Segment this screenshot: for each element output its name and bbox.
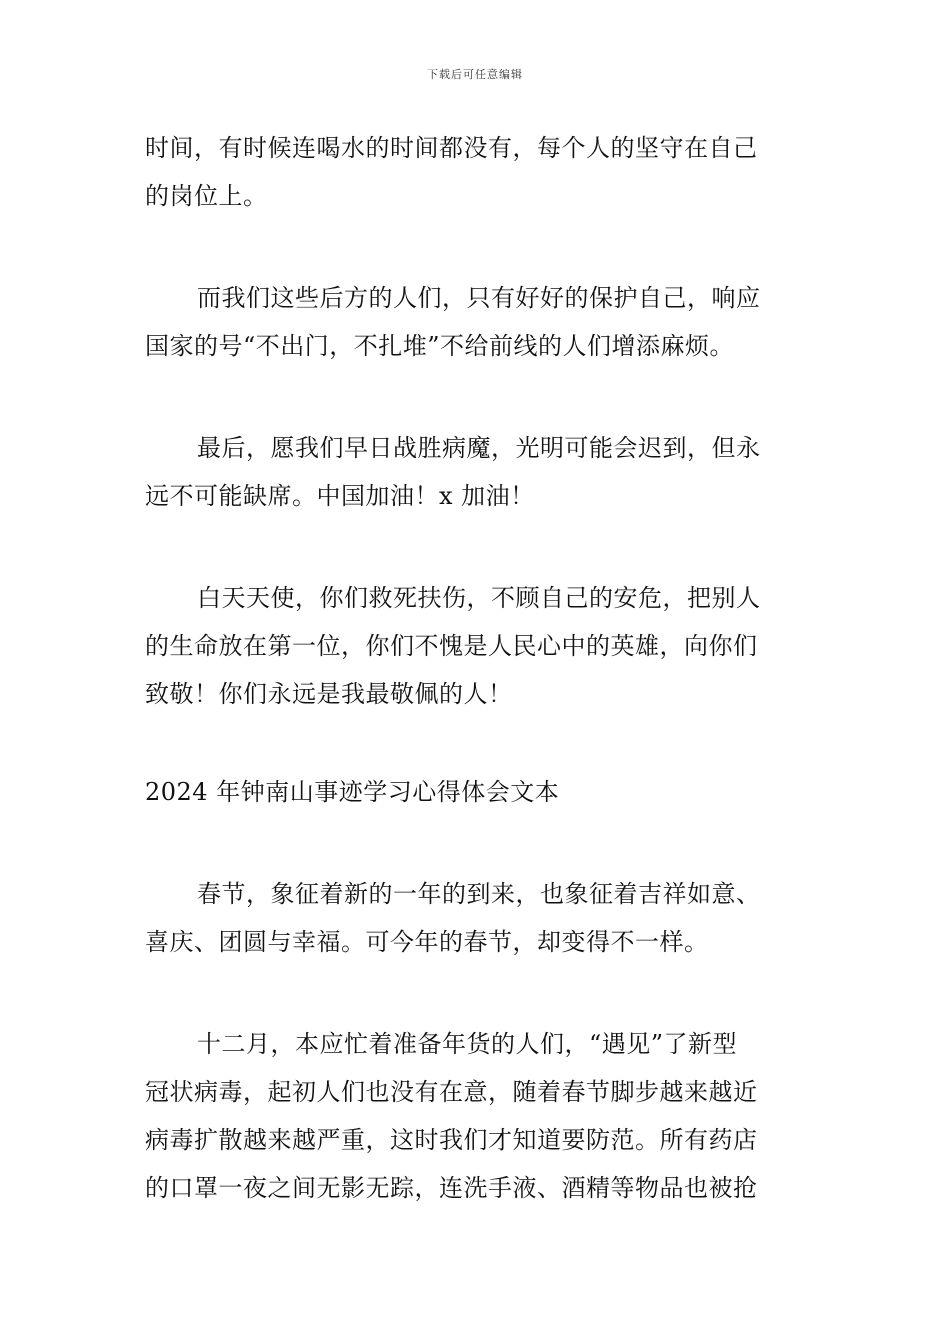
paragraph-line: 病毒扩散越来越严重，这时我们才知道要防范。所有药店 xyxy=(145,1126,758,1154)
paragraph-line: 最后，愿我们早日战胜病魔，光明可能会迟到，但永 xyxy=(197,434,761,462)
paragraph-line: 远不可能缺席。中国加油！x 加油！ xyxy=(145,482,535,510)
paragraph-line: 十二月，本应忙着准备年货的人们，“遇见”了新型 xyxy=(197,1030,738,1058)
page-header: 下载后可任意编辑 xyxy=(427,68,523,81)
paragraph-line: 而我们这些后方的人们，只有好好的保护自己，响应 xyxy=(197,284,761,312)
paragraph-line: 的生命放在第一位，你们不愧是人民心中的英雄，向你们 xyxy=(145,632,758,660)
paragraph-line: 国家的号“不出门，不扎堆”不给前线的人们增添麻烦。 xyxy=(145,332,735,360)
paragraph-gap xyxy=(145,718,810,768)
paragraph-line: 喜庆、团圆与幸福。可今年的春节，却变得不一样。 xyxy=(145,928,709,956)
paragraph-gap xyxy=(145,370,810,424)
paragraph-line: 的岗位上。 xyxy=(145,182,268,210)
paragraph-line: 白天天使，你们救死扶伤，不顾自己的安危，把别人 xyxy=(197,584,761,612)
section-paragraph-1 xyxy=(145,870,810,966)
paragraph-line: 致敬！你们永远是我最敬佩的人！ xyxy=(145,680,513,708)
paragraph-2 xyxy=(145,274,810,370)
document-body xyxy=(145,124,810,1212)
paragraph-line: 春节，象征着新的一年的到来，也象征着吉祥如意、 xyxy=(197,880,761,908)
paragraph-line: 的口罩一夜之间无影无踪，连洗手液、酒精等物品也被抢 xyxy=(145,1174,758,1202)
paragraph-gap xyxy=(145,520,810,574)
paragraph-1 xyxy=(145,124,810,220)
section-title: 2024 年钟南山事迹学习心得体会文本 xyxy=(145,778,560,806)
paragraph-gap xyxy=(145,816,810,870)
paragraph-4 xyxy=(145,574,810,718)
paragraph-line: 时间，有时候连喝水的时间都没有，每个人的坚守在自己 xyxy=(145,134,758,162)
section-paragraph-2 xyxy=(145,1020,810,1212)
paragraph-gap xyxy=(145,220,810,274)
paragraph-line: 冠状病毒，起初人们也没有在意，随着春节脚步越来越近 xyxy=(145,1078,758,1106)
paragraph-gap xyxy=(145,966,810,1020)
paragraph-3 xyxy=(145,424,810,520)
